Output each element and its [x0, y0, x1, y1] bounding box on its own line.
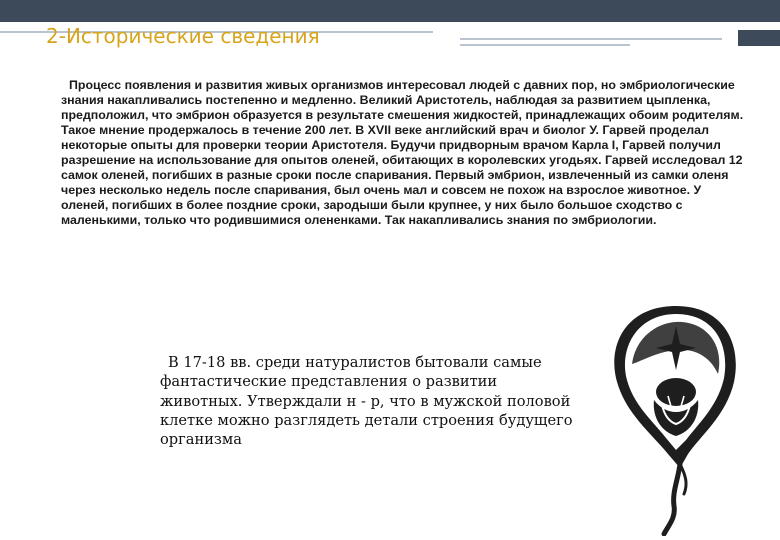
homunculus-illustration	[606, 304, 746, 536]
homunculus-in-sperm-icon	[606, 304, 746, 536]
decorative-line	[460, 44, 630, 46]
quote-paragraph: В 17-18 вв. среди натуралистов бытовали самые фантастические представления о развитии животных. Утверждали н - р, что в мужской половой клетке можно разглядеть детали строения будущего организма	[160, 354, 573, 449]
decorative-box	[738, 30, 780, 46]
top-bar	[0, 0, 780, 22]
decorative-line	[460, 38, 722, 40]
slide-title: 2-Исторические сведения	[46, 24, 320, 48]
main-paragraph: Процесс появления и развития живых организмов интересовал людей с давних пор, но эмбриологические знания накапливались постепенно и медленно. Великий Аристотель, наблюдая за развитием цыпленка, предположил, что эмбрион образуется в результате смешения жидкостей, принадлежащих обоим родителям. Такое мнение продержалось в течение 200 лет. В XVII веке английский врач и биолог У. Гарвей проделал некоторые опыты для проверки теории Аристотеля. Будучи придворным врачом Карла I, Гарвей получил разрешение на использование для опытов оленей, обитающих в королевских угодьях. Гарвей исследовал 12 самок оленей, погибших в разные сроки после спаривания. Первый эмбрион, извлеченный из самки оленя через несколько недель после спаривания, был очень мал и совсем не похож на взрослое животное. У оленей, погибших в более поздние сроки, зародыши были крупнее, у них было большое сходство с маленькими, только что родившимися олененками. Так накапливались знания по эмбриологии.	[61, 78, 744, 227]
